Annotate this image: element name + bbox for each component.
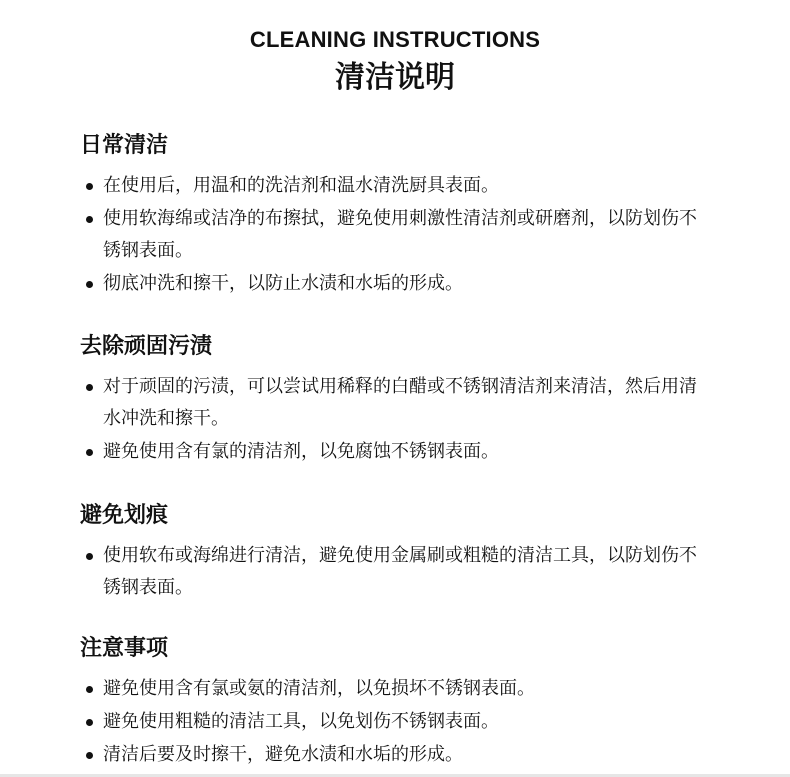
section-heading: 注意事项 bbox=[80, 636, 169, 661]
list-item-text: 对于顽固的污渍，可以尝试用稀释的白醋或不锈钢清洁剂来清洁，然后用清水冲洗和擦干。 bbox=[103, 376, 697, 429]
list-item-text: 彻底冲洗和擦干，以防止水渍和水垢的形成。 bbox=[103, 273, 463, 294]
list-item-text: 避免使用含有氯或氨的清洁剂，以免损坏不锈钢表面。 bbox=[103, 678, 535, 699]
bullet-dot-icon bbox=[86, 281, 93, 288]
bullet-list bbox=[80, 170, 720, 300]
section-stubborn-stains bbox=[80, 331, 720, 469]
list-item bbox=[80, 436, 708, 468]
bullet-dot-icon bbox=[86, 384, 93, 391]
list-item-text: 使用软海绵或洁净的布擦拭，避免使用刺激性清洁剂或研磨剂，以防划伤不锈钢表面。 bbox=[103, 208, 697, 261]
section-precautions bbox=[80, 633, 720, 772]
bullet-dot-icon bbox=[86, 183, 93, 190]
list-item bbox=[80, 170, 708, 202]
list-item-text: 避免使用含有氯的清洁剂，以免腐蚀不锈钢表面。 bbox=[103, 441, 499, 462]
list-item-text: 避免使用粗糙的清洁工具，以免划伤不锈钢表面。 bbox=[103, 711, 499, 732]
list-item bbox=[80, 371, 708, 435]
section-heading: 去除顽固污渍 bbox=[80, 334, 213, 359]
bullet-list bbox=[80, 673, 720, 771]
bullet-list bbox=[80, 540, 720, 604]
section-daily-cleaning bbox=[80, 130, 720, 301]
list-item-text: 在使用后，用温和的洗洁剂和温水清洗厨具表面。 bbox=[103, 175, 499, 196]
section-avoid-scratches bbox=[80, 500, 720, 605]
bullet-dot-icon bbox=[86, 752, 93, 759]
bullet-list bbox=[80, 371, 720, 468]
list-item bbox=[80, 203, 708, 267]
bullet-dot-icon bbox=[86, 216, 93, 223]
list-item-text: 清洁后要及时擦干，避免水渍和水垢的形成。 bbox=[103, 744, 463, 765]
bullet-dot-icon bbox=[86, 719, 93, 726]
list-item bbox=[80, 540, 708, 604]
list-item-text: 使用软布或海绵进行清洁，避免使用金属刷或粗糙的清洁工具，以防划伤不锈钢表面。 bbox=[103, 545, 697, 598]
bullet-dot-icon bbox=[86, 449, 93, 456]
bullet-dot-icon bbox=[86, 686, 93, 693]
list-item bbox=[80, 673, 708, 705]
list-item bbox=[80, 739, 708, 771]
section-heading: 避免划痕 bbox=[80, 503, 169, 528]
title-english: CLEANING INSTRUCTIONS bbox=[249, 27, 541, 52]
section-heading: 日常清洁 bbox=[80, 133, 169, 158]
title-chinese: 清洁说明 bbox=[335, 60, 455, 95]
bullet-dot-icon bbox=[86, 553, 93, 560]
list-item bbox=[80, 706, 708, 738]
list-item bbox=[80, 268, 708, 300]
